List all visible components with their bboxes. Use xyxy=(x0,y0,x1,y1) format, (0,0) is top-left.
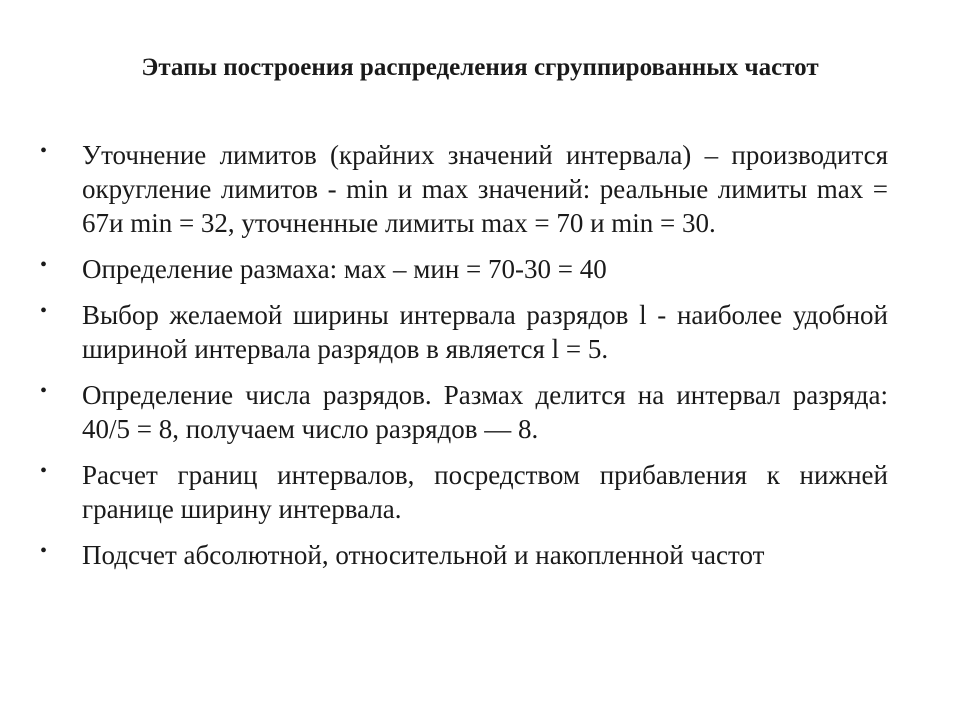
bullet-item-6 xyxy=(40,538,888,572)
bullet-text: Расчет границ интервалов, посредством прибавления к нижней границе ширину интервала. xyxy=(82,460,888,524)
bullet-text: Выбор желаемой ширины интервала разрядов l - наиболее удобной шириной интервала разрядов в является l = 5. xyxy=(82,300,888,364)
bullet-dot-icon: • xyxy=(40,300,48,322)
bullet-item-2 xyxy=(40,252,888,286)
bullet-list xyxy=(40,138,888,584)
bullet-text: Определение числа разрядов. Размах делится на интервал разряда: 40/5 = 8, получаем число разрядов — 8. xyxy=(82,380,888,444)
bullet-item-5 xyxy=(40,458,888,526)
bullet-dot-icon: • xyxy=(40,380,48,402)
bullet-dot-icon: • xyxy=(40,460,48,482)
bullet-item-3 xyxy=(40,298,888,366)
bullet-text: Подсчет абсолютной, относительной и накопленной частот xyxy=(82,540,765,570)
bullet-item-1 xyxy=(40,138,888,240)
slide-title: Этапы построения распределения сгруппированных частот xyxy=(141,54,819,81)
bullet-dot-icon: • xyxy=(40,254,48,276)
bullet-text: Определение размаха: мах – мин = 70-30 = 40 xyxy=(82,254,607,284)
bullet-dot-icon: • xyxy=(40,140,48,162)
bullet-text: Уточнение лимитов (крайних значений интервала) – производится округление лимитов - min и max значений: реальные лимиты max = 67и min = 32, уточненные лимиты max = 70 и min = 30. xyxy=(82,140,888,238)
bullet-item-4 xyxy=(40,378,888,446)
bullet-dot-icon: • xyxy=(40,540,48,562)
